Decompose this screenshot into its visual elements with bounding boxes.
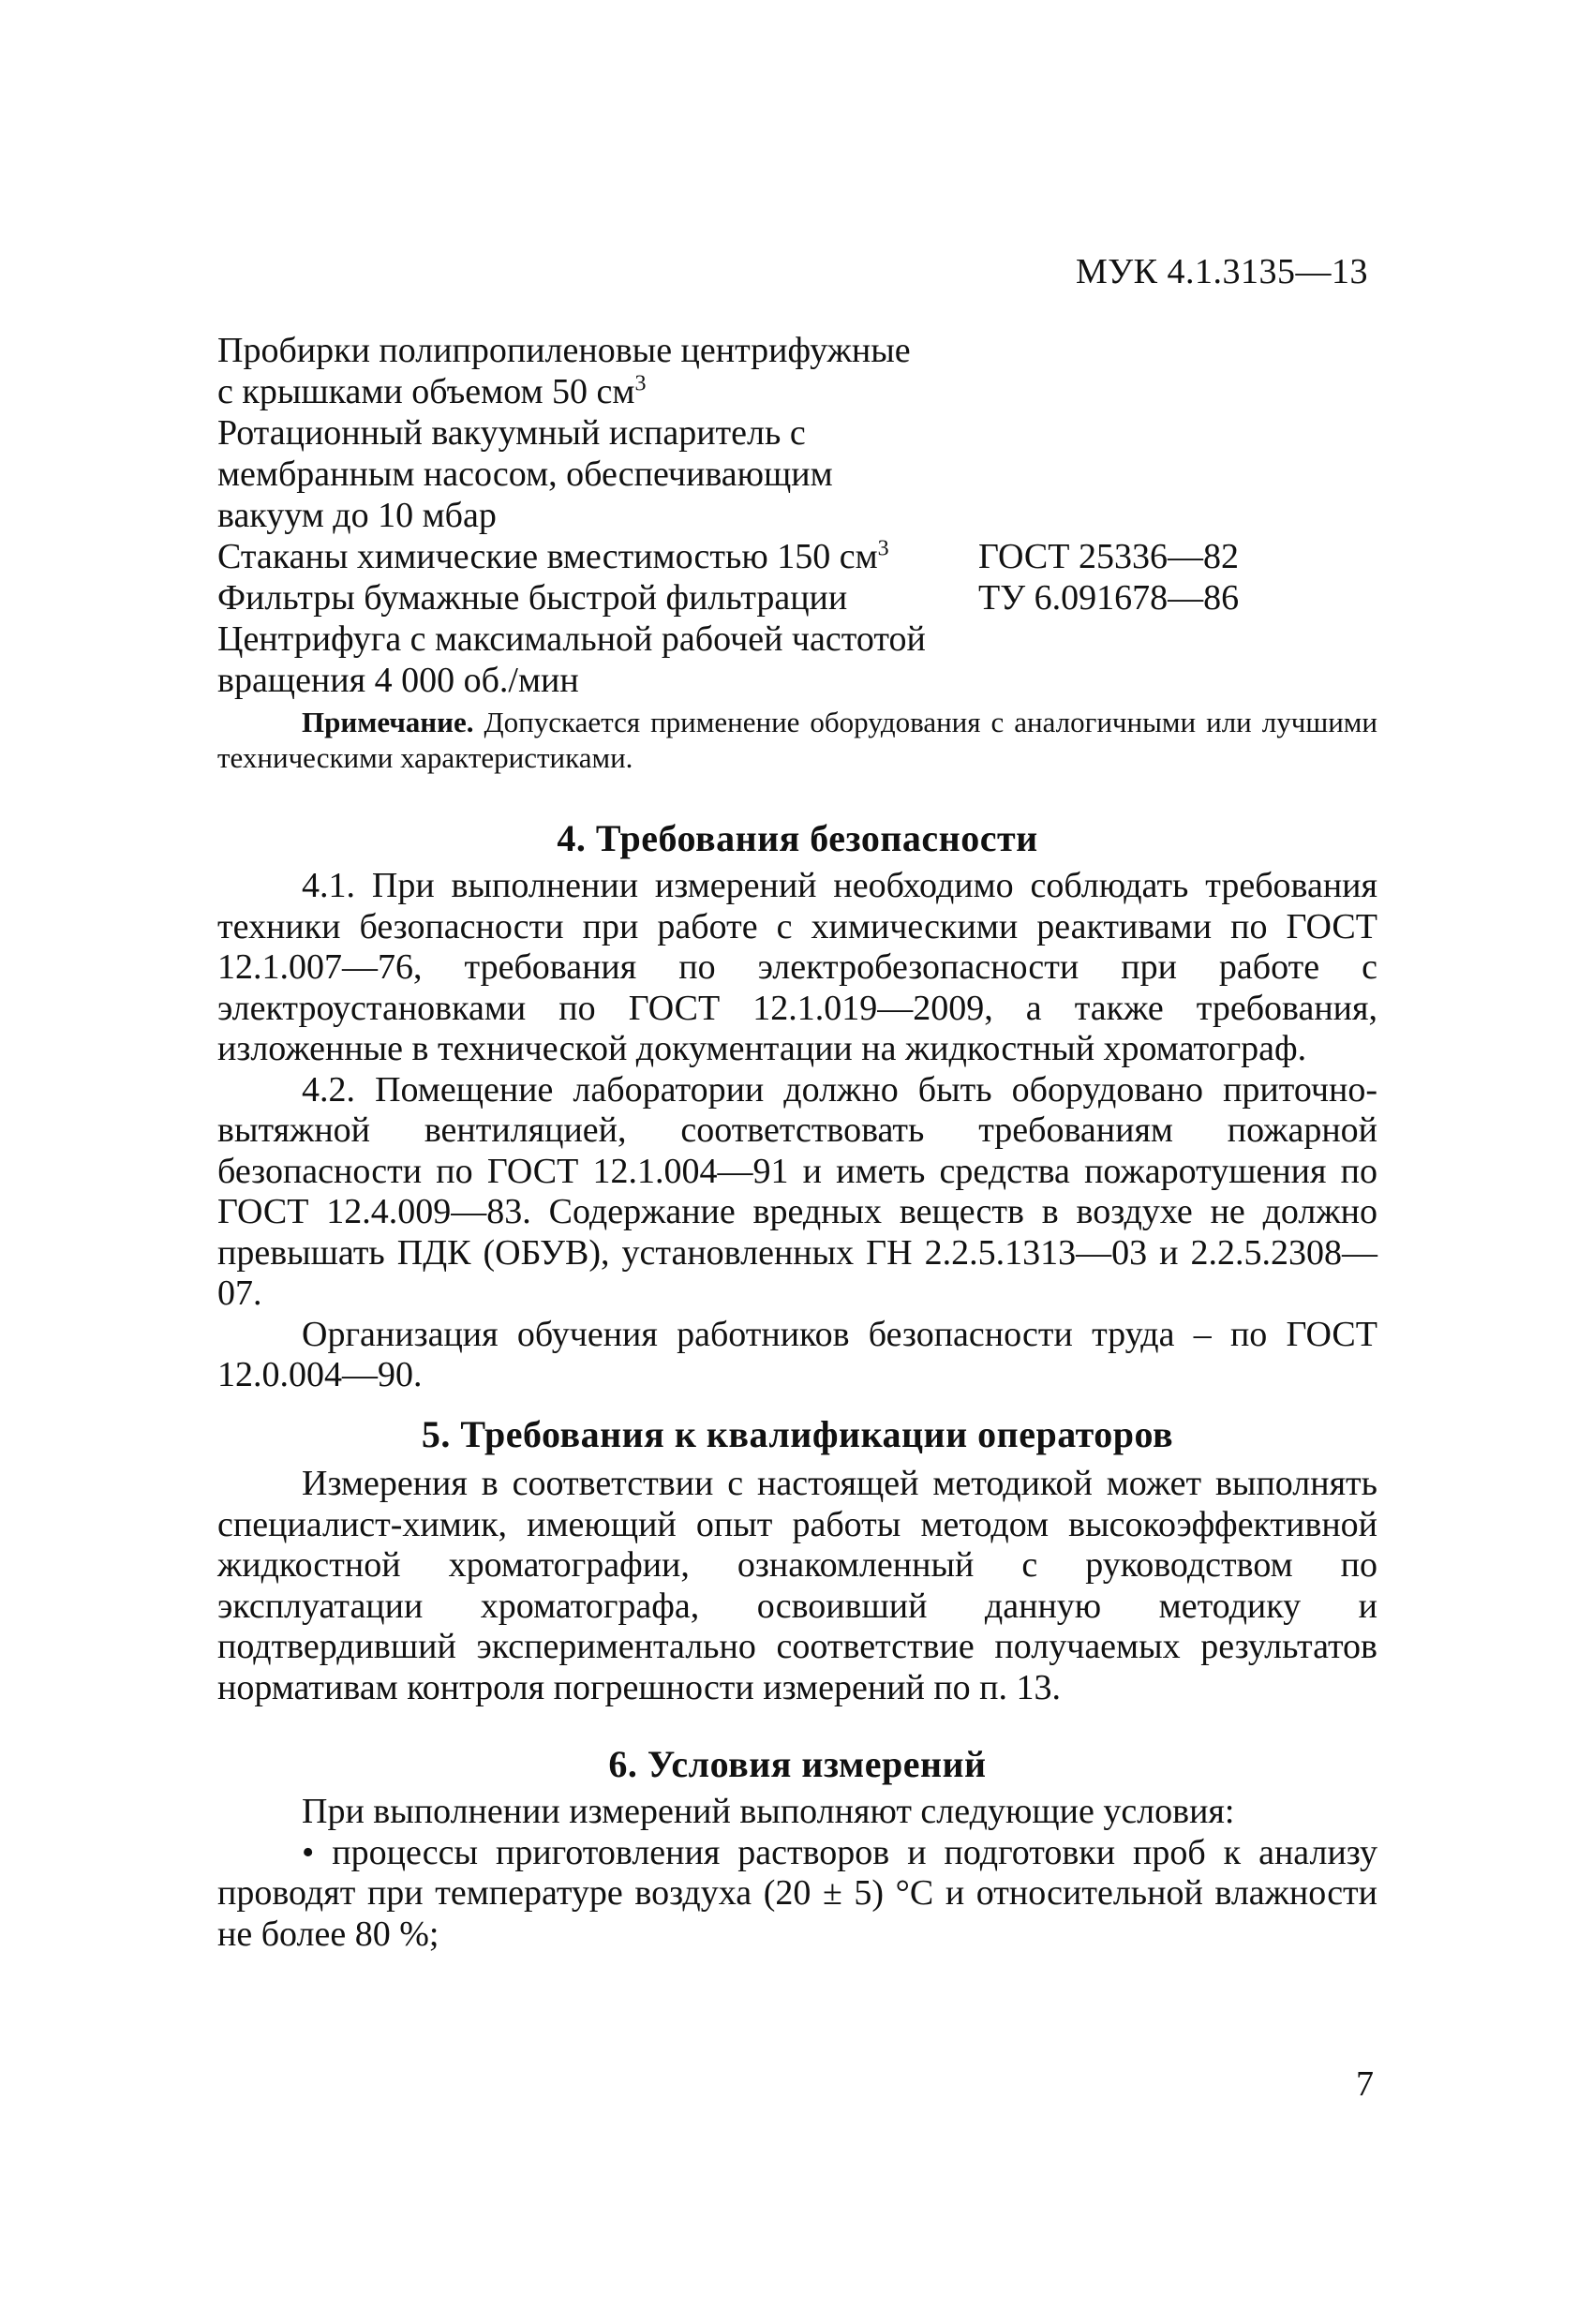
section-4-title: 4. Требования безопасности [557,817,1038,859]
equipment-list [217,330,1379,701]
section-5-body [217,1464,1377,1708]
equipment-name-text: Стаканы химические вместимостью 150 см [217,537,878,576]
superscript: 3 [877,536,889,561]
document-code: МУК 4.1.3135—13 [1075,252,1368,291]
equipment-standard: ТУ 6.091678—86 [978,578,1240,618]
equipment-name-text: с крышками объемом 50 см [217,372,635,411]
section-6-title: 6. Условия измерений [608,1743,987,1785]
equipment-name-line: вакуум до 10 мбар [217,496,497,535]
section-5-paragraph-1: Измерения в соответствии с настоящей методикой может выполнять специалист-химик, имеющий опыт работы методом высокоэффективной жидкостной хроматографии, ознакомленный с руководством по эксплуатации хроматографа, освоивший данную методику и подтвердивший экспериментально соответствие получаемых результатов нормативам контроля погрешности измерений по п. 13. [217,1464,1377,1707]
note-label: Примечание. [302,706,474,738]
equipment-name-line: Ротационный вакуумный испаритель с [217,413,806,453]
equipment-name-line: мембранным насосом, обеспечивающим [217,454,833,494]
equipment-name [217,330,978,412]
page-number: 7 [1356,2064,1374,2104]
equipment-name [217,412,978,536]
equipment-name-line: вращения 4 000 об./мин [217,661,579,700]
equipment-item [217,412,1379,536]
equipment-item [217,618,1379,701]
equipment-name [217,536,978,577]
section-6-paragraph-1: При выполнении измерений выполняют следующие условия: [302,1792,1235,1831]
section-6-body [217,1792,1377,1955]
note-text: Допускается применение оборудования с аналогичными или лучшими техническими характеристиками. [217,706,1377,774]
section-6-bullet-item: • процессы приготовления растворов и подготовки проб к анализу проводят при температуре воздуха (20 ± 5) °С и относительной влажности не более 80 %; [217,1832,1377,1954]
equipment-name [217,618,978,701]
equipment-note [217,705,1377,776]
equipment-item [217,577,1379,618]
equipment-name-line [217,536,978,577]
section-4-body [217,866,1377,1396]
equipment-name-line [217,371,978,412]
section-4-paragraph-1: 4.1. При выполнении измерений необходимо соблюдать требования техники безопасности при работе с химическими реактивами по ГОСТ 12.1.007—76, требования по электробезопасности при работе с электроустановками по ГОСТ 12.1.019—2009, а также требования, изложенные в технической документации на жидкостный хроматограф. [217,866,1377,1068]
equipment-item [217,330,1379,412]
equipment-item [217,536,1379,577]
equipment-standard: ГОСТ 25336—82 [978,537,1239,576]
section-4-paragraph-2: 4.2. Помещение лаборатории должно быть оборудовано приточно-вытяжной вентиляцией, соответствовать требованиям пожарной безопасности по ГОСТ 12.1.004—91 и иметь средства пожаротушения по ГОСТ 12.4.009—83. Содержание вредных веществ в воздухе не должно превышать ПДК (ОБУВ), установленных ГН 2.2.5.1313—03 и 2.2.5.2308—07. [217,1069,1377,1313]
equipment-name-line: Пробирки полипропиленовые центрифужные [217,331,911,370]
superscript: 3 [634,371,647,396]
equipment-name [217,577,978,618]
section-5-title: 5. Требования к квалификации операторов [421,1413,1174,1455]
equipment-name-line: Фильтры бумажные быстрой фильтрации [217,578,848,618]
section-4-paragraph-3: Организация обучения работников безопасности труда – по ГОСТ 12.0.004—90. [217,1314,1377,1394]
equipment-name-line: Центрифуга с максимальной рабочей частотой [217,619,926,659]
